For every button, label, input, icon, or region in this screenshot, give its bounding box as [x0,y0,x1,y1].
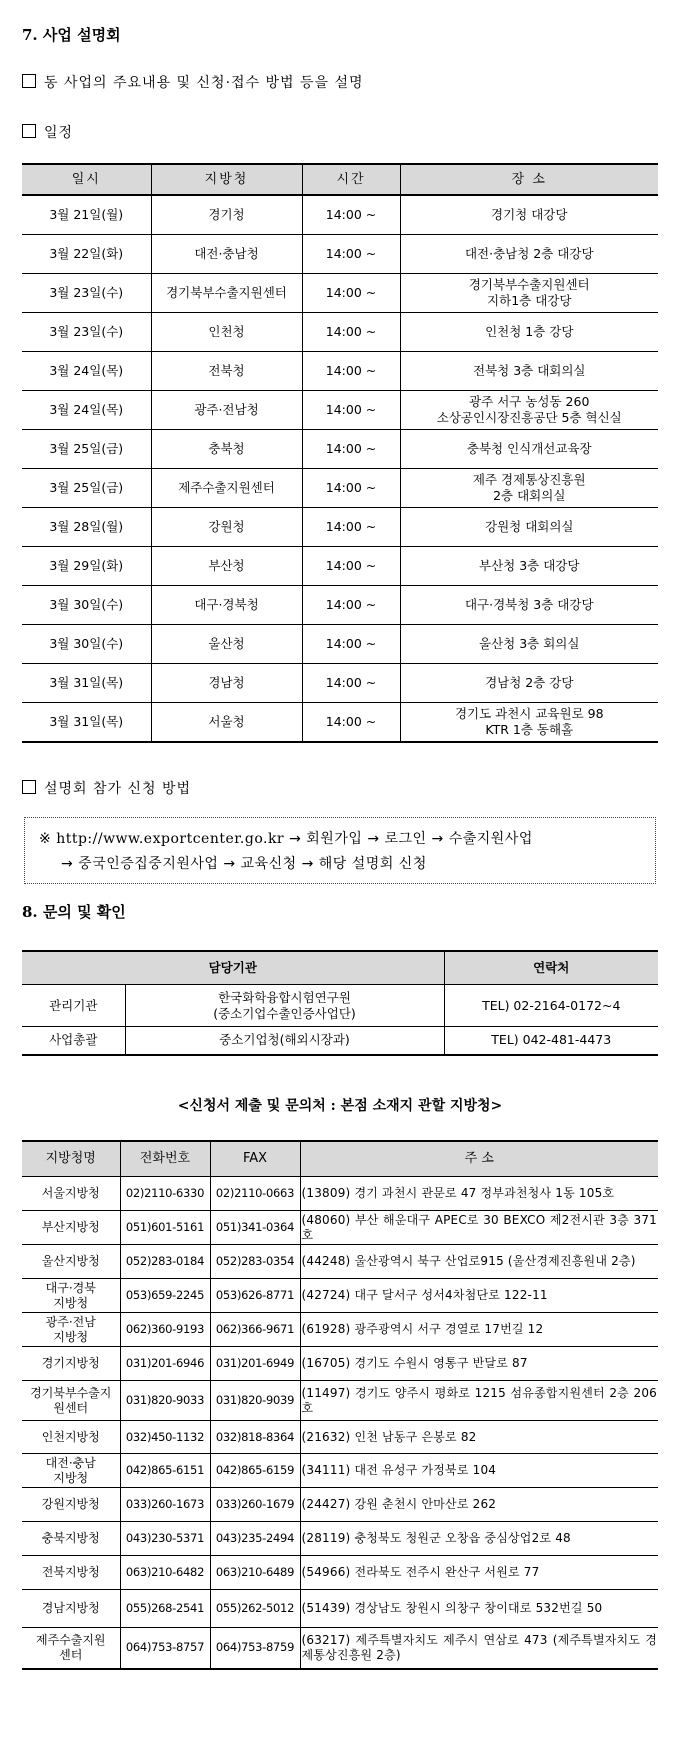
method-line-1 [39,827,655,852]
office-fax: 042)865-6159 [210,1454,300,1488]
office-address: (24427) 강원 춘천시 안마산로 262 [300,1488,658,1522]
schedule-place-line1: 인천청 1층 강당 [485,324,574,339]
office-name-line2: 원센터 [53,1400,89,1415]
office-address: (48060) 부산 해운대구 APEC로 30 BEXCO 제2전시관 3층 371호 [300,1211,658,1245]
schedule-date: 3월 30일(수) [22,586,151,625]
schedule-office: 제주수출지원센터 [151,469,302,508]
office-fax: 031)820-9039 [210,1381,300,1421]
contact-org [125,985,444,1027]
office-name-line2: 지방청 [53,1295,89,1310]
office-row [22,1347,658,1381]
schedule-time: 14:00 ~ [302,235,400,274]
office-name-line2: 지방청 [53,1470,89,1485]
schedule-header-date: 일시 [22,164,151,195]
schedule-office: 부산청 [151,547,302,586]
office-row [22,1177,658,1211]
schedule-row [22,625,658,664]
section7-title: 7. 사업 설명회 [22,26,121,44]
bullet-schedule-text: 일정 [44,125,74,141]
offices-header-fax: FAX [210,1141,300,1177]
schedule-row [22,352,658,391]
schedule-row [22,664,658,703]
schedule-header-time: 시간 [302,164,400,195]
schedule-place-line1: 울산청 3층 회의실 [479,636,580,651]
schedule-place-line1: 대전·충남청 2층 대강당 [464,246,594,261]
office-address: (63217) 제주특별자치도 제주시 연삼로 473 (제주특별자치도 경제통상진흥원 2층) [300,1628,658,1669]
offices-header-tel: 전화번호 [120,1141,210,1177]
office-name [22,1628,120,1669]
schedule-row [22,508,658,547]
contact-org-line2: (중소기업수출인증사업단) [213,1005,356,1021]
office-tel: 052)283-0184 [120,1245,210,1279]
exportcenter-link[interactable]: http://www.exportcenter.go.kr [56,831,285,847]
office-address: (44248) 울산광역시 북구 산업로915 (울산경제진흥원내 2층) [300,1245,658,1279]
schedule-place-line1: 광주 서구 농성동 260 [469,394,590,409]
schedule-time: 14:00 ~ [302,664,400,703]
schedule-time: 14:00 ~ [302,313,400,352]
schedule-date: 3월 25일(금) [22,469,151,508]
schedule-row [22,235,658,274]
office-name-line1: 경기지방청 [41,1356,100,1370]
schedule-table [22,163,658,743]
bullet-method-text: 설명회 참가 신청 방법 [44,781,192,797]
schedule-office: 인천청 [151,313,302,352]
office-name [22,1421,120,1454]
schedule-header-place: 장 소 [400,164,658,195]
schedule-place-line1: 경기북부수출지원센터 [468,277,590,292]
schedule-place [400,391,658,430]
office-name-line1: 경남지방청 [41,1601,100,1615]
office-name-line1: 경기북부수출지 [30,1385,112,1400]
office-fax: 031)201-6949 [210,1347,300,1381]
schedule-date: 3월 31일(목) [22,703,151,743]
schedule-place-line1: 경기도 과천시 교육원로 98 [454,706,604,721]
contact-tel: TEL) 02-2164-0172~4 [444,985,658,1027]
schedule-date: 3월 31일(목) [22,664,151,703]
office-row [22,1245,658,1279]
schedule-place-line1: 전북청 3층 대회의실 [473,363,586,378]
schedule-time: 14:00 ~ [302,703,400,743]
schedule-place [400,547,658,586]
office-name-line1: 전북지방청 [41,1565,100,1579]
schedule-time: 14:00 ~ [302,195,400,235]
office-tel: 051)601-5161 [120,1211,210,1245]
schedule-row [22,391,658,430]
office-name [22,1556,120,1590]
schedule-header-row [22,164,658,195]
office-row [22,1211,658,1245]
schedule-office: 전북청 [151,352,302,391]
office-row [22,1488,658,1522]
schedule-date: 3월 30일(수) [22,625,151,664]
schedule-time: 14:00 ~ [302,586,400,625]
schedule-place [400,508,658,547]
office-row [22,1421,658,1454]
bullet-schedule [22,122,73,142]
office-name [22,1488,120,1522]
schedule-place-line1: 제주 경제통상진흥원 [472,472,586,487]
schedule-place-line1: 대구·경북청 3층 대강당 [464,597,594,612]
method-steps-1: → 회원가입 → 로그인 → 수출지원사업 [284,831,533,847]
office-fax: 052)283-0354 [210,1245,300,1279]
office-tel: 062)360-9193 [120,1313,210,1347]
schedule-date: 3월 28일(월) [22,508,151,547]
contact-header-org: 담당기관 [22,951,444,985]
schedule-date: 3월 21일(월) [22,195,151,235]
contact-row [22,985,658,1027]
schedule-place-line1: 충북청 인식개선교육장 [466,441,592,456]
schedule-office: 경기북부수출지원센터 [151,274,302,313]
office-row [22,1381,658,1421]
office-tel: 055)268-2541 [120,1590,210,1628]
offices-title: <신청서 제출 및 문의처 : 본점 소재지 관할 지방청> [177,1098,503,1114]
office-name-line1: 강원지방청 [41,1497,100,1511]
office-name [22,1279,120,1313]
schedule-date: 3월 29일(화) [22,547,151,586]
office-tel: 033)260-1673 [120,1488,210,1522]
office-name-line1: 인천지방청 [41,1429,100,1444]
schedule-date: 3월 23일(수) [22,274,151,313]
office-tel: 031)820-9033 [120,1381,210,1421]
office-row [22,1522,658,1556]
schedule-row [22,313,658,352]
schedule-office: 서울청 [151,703,302,743]
schedule-header-office: 지방청 [151,164,302,195]
office-fax: 063)210-6489 [210,1556,300,1590]
office-name [22,1381,120,1421]
offices-table [22,1140,658,1670]
schedule-place [400,195,658,235]
schedule-office: 울산청 [151,625,302,664]
schedule-place-line2: 지하1층 대강당 [487,293,572,308]
schedule-row [22,547,658,586]
office-tel: 053)659-2245 [120,1279,210,1313]
office-row [22,1556,658,1590]
office-address: (34111) 대전 유성구 가정북로 104 [300,1454,658,1488]
schedule-office: 경남청 [151,664,302,703]
schedule-place [400,703,658,743]
schedule-place [400,664,658,703]
schedule-date: 3월 24일(목) [22,352,151,391]
office-name-line1: 제주수출지원 [35,1632,106,1647]
office-address: (61928) 광주광역시 서구 경열로 17번길 12 [300,1313,658,1347]
schedule-row [22,274,658,313]
office-address: (51439) 경상남도 창원시 의창구 창이대로 532번길 50 [300,1590,658,1628]
schedule-office: 충북청 [151,430,302,469]
schedule-time: 14:00 ~ [302,469,400,508]
schedule-time: 14:00 ~ [302,508,400,547]
contact-header-tel: 연락처 [444,951,658,985]
schedule-time: 14:00 ~ [302,625,400,664]
office-name-line1: 서울지방청 [41,1186,100,1200]
schedule-place-line2: 2층 대회의실 [493,488,566,503]
contact-header-row [22,951,658,985]
schedule-time: 14:00 ~ [302,391,400,430]
office-address: (54966) 전라북도 전주시 완산구 서원로 77 [300,1556,658,1590]
schedule-time: 14:00 ~ [302,547,400,586]
schedule-time: 14:00 ~ [302,352,400,391]
reference-mark-icon: ※ [39,831,52,847]
schedule-office: 대전·충남청 [151,235,302,274]
schedule-date: 3월 24일(목) [22,391,151,430]
office-row [22,1454,658,1488]
schedule-row [22,703,658,743]
office-name [22,1211,120,1245]
offices-header-row [22,1141,658,1177]
office-name [22,1313,120,1347]
schedule-office: 경기청 [151,195,302,235]
schedule-place [400,469,658,508]
office-address: (11497) 경기도 양주시 평화로 1215 섬유종합지원센터 2층 206호 [300,1381,658,1421]
office-name-line1: 울산지방청 [41,1254,100,1268]
schedule-date: 3월 25일(금) [22,430,151,469]
offices-header-name: 지방청명 [22,1141,120,1177]
schedule-place [400,586,658,625]
contact-row [22,1027,658,1055]
office-name-line1: 대구·경북 [45,1280,96,1295]
office-name [22,1347,120,1381]
office-fax: 053)626-8771 [210,1279,300,1313]
schedule-place-line2: KTR 1층 동해홀 [485,722,574,737]
office-address: (13809) 경기 과천시 관문로 47 정부과천청사 1동 105호 [300,1177,658,1211]
office-fax: 043)235-2494 [210,1522,300,1556]
office-tel: 063)210-6482 [120,1556,210,1590]
office-tel: 042)865-6151 [120,1454,210,1488]
schedule-row [22,469,658,508]
office-name [22,1522,120,1556]
office-fax: 055)262-5012 [210,1590,300,1628]
contact-table [22,950,658,1056]
office-tel: 064)753-8757 [120,1628,210,1669]
schedule-office: 대구·경북청 [151,586,302,625]
schedule-place-line1: 강원청 대회의실 [485,519,574,534]
schedule-place [400,430,658,469]
contact-tel: TEL) 042-481-4473 [444,1027,658,1055]
office-address: (21632) 인천 남동구 은봉로 82 [300,1421,658,1454]
office-row [22,1313,658,1347]
contact-org-line1: 한국화학융합시험연구원 [218,989,351,1005]
bullet-overview-text: 동 사업의 주요내용 및 신청·접수 방법 등을 설명 [44,75,364,91]
office-fax: 062)366-9671 [210,1313,300,1347]
method-line-2: → 중국인증집중지원사업 → 교육신청 → 해당 설명회 신청 [61,856,427,872]
office-fax: 032)818-8364 [210,1421,300,1454]
section8-title: 8. 문의 및 확인 [22,903,126,921]
office-name [22,1177,120,1211]
office-name-line1: 광주·전남 [45,1314,96,1329]
office-fax: 02)2110-0663 [210,1177,300,1211]
schedule-place-line1: 부산청 3층 대강당 [479,558,580,573]
office-tel: 043)230-5371 [120,1522,210,1556]
bullet-overview [22,72,364,92]
schedule-place-line1: 경기청 대강당 [491,207,568,222]
office-fax: 064)753-8759 [210,1628,300,1669]
checkbox-square-icon [22,780,36,794]
office-address: (28119) 충청북도 청원군 오창읍 중심상업2로 48 [300,1522,658,1556]
schedule-office: 강원청 [151,508,302,547]
office-row [22,1279,658,1313]
schedule-date: 3월 22일(화) [22,235,151,274]
schedule-place [400,274,658,313]
schedule-place [400,352,658,391]
checkbox-square-icon [22,74,36,88]
schedule-row [22,195,658,235]
office-name-line1: 부산지방청 [41,1220,100,1234]
office-row [22,1628,658,1669]
office-name [22,1245,120,1279]
office-tel: 031)201-6946 [120,1347,210,1381]
office-name-line2: 센터 [59,1647,83,1662]
office-tel: 02)2110-6330 [120,1177,210,1211]
office-fax: 033)260-1679 [210,1488,300,1522]
office-address: (16705) 경기도 수원시 영통구 반달로 87 [300,1347,658,1381]
schedule-date: 3월 23일(수) [22,313,151,352]
schedule-time: 14:00 ~ [302,430,400,469]
schedule-time: 14:00 ~ [302,274,400,313]
offices-header-address: 주 소 [300,1141,658,1177]
schedule-place-line2: 소상공인시장진흥공단 5층 혁신실 [436,410,622,425]
office-row [22,1590,658,1628]
office-address: (42724) 대구 달서구 성서4차첨단로 122-11 [300,1279,658,1313]
schedule-row [22,586,658,625]
office-name-line2: 지방청 [53,1329,89,1344]
schedule-place [400,625,658,664]
contact-org: 중소기업청(해외시장과) [125,1027,444,1055]
checkbox-square-icon [22,124,36,138]
office-name-line1: 대전·충남 [45,1455,96,1470]
schedule-row [22,430,658,469]
bullet-method [22,778,191,798]
office-fax: 051)341-0364 [210,1211,300,1245]
application-method-box [24,817,656,884]
contact-role: 사업총괄 [22,1027,125,1055]
office-tel: 032)450-1132 [120,1421,210,1454]
schedule-place [400,235,658,274]
schedule-place-line1: 경남청 2층 강당 [485,675,574,690]
schedule-office: 광주·전남청 [151,391,302,430]
office-name [22,1454,120,1488]
office-name-line1: 충북지방청 [41,1531,100,1545]
office-name [22,1590,120,1628]
schedule-place [400,313,658,352]
contact-role: 관리기관 [22,985,125,1027]
